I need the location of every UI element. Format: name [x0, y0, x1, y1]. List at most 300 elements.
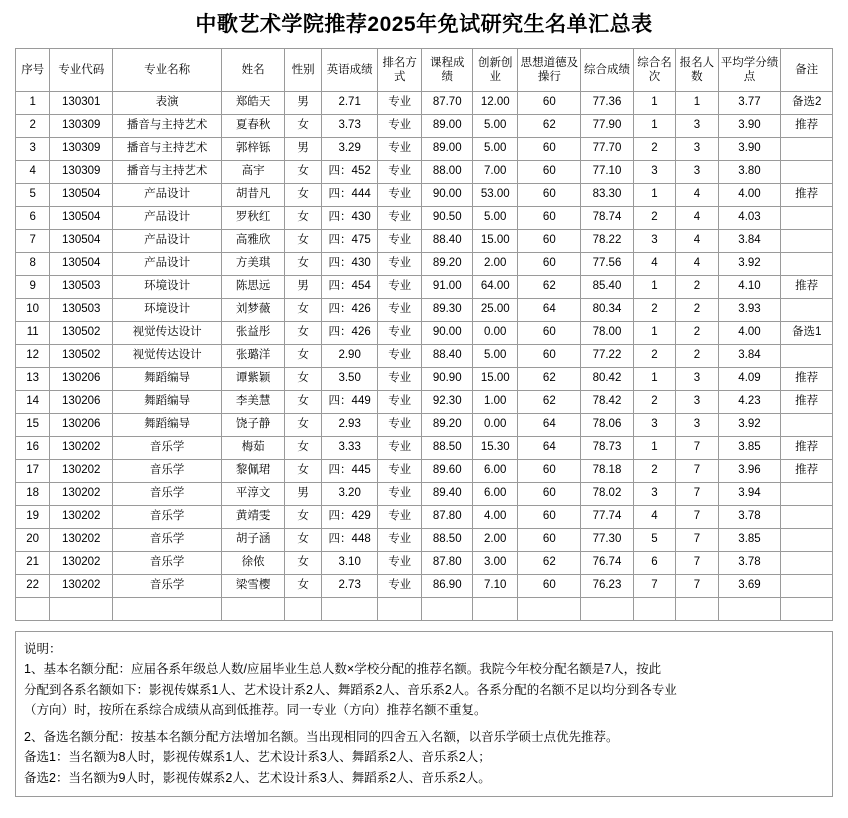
cell-empty	[718, 598, 781, 621]
cell-major-code: 130309	[50, 138, 113, 161]
cell-ranking-method: 专业	[377, 483, 421, 506]
cell-index: 17	[16, 460, 50, 483]
cell-remark	[781, 138, 833, 161]
cell-course-score: 87.80	[422, 552, 473, 575]
cell-english-score: 2.93	[322, 414, 378, 437]
cell-ranking-method: 专业	[377, 506, 421, 529]
cell-major-name: 表演	[113, 92, 222, 115]
cell-gpa: 3.96	[718, 460, 781, 483]
cell-moral-conduct: 64	[518, 414, 581, 437]
notes-gap	[24, 720, 824, 727]
cell-student-name: 饶子静	[222, 414, 285, 437]
cell-innovation: 5.00	[472, 207, 518, 230]
cell-applicants: 3	[676, 115, 718, 138]
cell-gpa: 4.00	[718, 184, 781, 207]
cell-ranking-method: 专业	[377, 391, 421, 414]
table-row	[16, 276, 833, 299]
column-header-major-code: 专业代码	[50, 49, 113, 92]
cell-total-score: 77.30	[581, 529, 634, 552]
cell-major-code: 130202	[50, 506, 113, 529]
cell-english-score: 四：454	[322, 276, 378, 299]
cell-remark: 备选2	[781, 92, 833, 115]
cell-index: 3	[16, 138, 50, 161]
cell-remark	[781, 253, 833, 276]
cell-gpa: 3.94	[718, 483, 781, 506]
cell-gpa: 3.85	[718, 437, 781, 460]
cell-innovation: 64.00	[472, 276, 518, 299]
cell-major-name: 音乐学	[113, 506, 222, 529]
cell-total-rank: 2	[633, 391, 675, 414]
cell-innovation: 6.00	[472, 460, 518, 483]
cell-total-score: 77.22	[581, 345, 634, 368]
table-row	[16, 230, 833, 253]
cell-total-rank: 3	[633, 161, 675, 184]
column-header-gender: 性别	[284, 49, 321, 92]
cell-total-rank: 2	[633, 138, 675, 161]
cell-gpa: 3.78	[718, 506, 781, 529]
cell-remark	[781, 575, 833, 598]
cell-course-score: 89.40	[422, 483, 473, 506]
cell-innovation: 15.00	[472, 368, 518, 391]
cell-course-score: 89.60	[422, 460, 473, 483]
cell-major-code: 130504	[50, 230, 113, 253]
cell-major-code: 130503	[50, 299, 113, 322]
cell-gpa: 3.84	[718, 345, 781, 368]
cell-innovation: 1.00	[472, 391, 518, 414]
table-header-row	[16, 49, 833, 92]
cell-remark	[781, 345, 833, 368]
cell-major-code: 130504	[50, 253, 113, 276]
cell-innovation: 12.00	[472, 92, 518, 115]
cell-major-name: 播音与主持艺术	[113, 115, 222, 138]
cell-applicants: 1	[676, 92, 718, 115]
cell-empty	[16, 598, 50, 621]
cell-remark	[781, 414, 833, 437]
cell-total-score: 77.70	[581, 138, 634, 161]
cell-moral-conduct: 62	[518, 552, 581, 575]
cell-gender: 女	[284, 161, 321, 184]
cell-applicants: 4	[676, 230, 718, 253]
cell-applicants: 2	[676, 345, 718, 368]
cell-innovation: 5.00	[472, 345, 518, 368]
cell-applicants: 7	[676, 552, 718, 575]
cell-remark	[781, 299, 833, 322]
cell-english-score: 四：475	[322, 230, 378, 253]
cell-total-rank: 3	[633, 230, 675, 253]
cell-total-score: 76.74	[581, 552, 634, 575]
cell-gender: 女	[284, 345, 321, 368]
cell-major-name: 音乐学	[113, 575, 222, 598]
cell-moral-conduct: 60	[518, 345, 581, 368]
notes-para1-line2: 分配到各系名额如下：影视传媒系1人、艺术设计系2人、舞蹈系2人、音乐系2人。各系分配的名额不足以均分到各专业	[24, 682, 677, 697]
cell-major-code: 130502	[50, 322, 113, 345]
cell-major-name: 视觉传达设计	[113, 322, 222, 345]
cell-course-score: 88.50	[422, 529, 473, 552]
cell-gender: 女	[284, 552, 321, 575]
cell-course-score: 92.30	[422, 391, 473, 414]
cell-student-name: 平淳文	[222, 483, 285, 506]
cell-gpa: 3.77	[718, 92, 781, 115]
cell-gpa: 4.09	[718, 368, 781, 391]
cell-student-name: 刘梦薇	[222, 299, 285, 322]
cell-major-code: 130309	[50, 161, 113, 184]
notes-heading: 说明：	[24, 642, 62, 656]
cell-total-rank: 1	[633, 276, 675, 299]
notes-para2-line1: 2、备选名额分配：按基本名额分配方法增加名额。当出现相同的四舍五入名额，以音乐学硕士点优先推荐。	[24, 730, 619, 744]
cell-student-name: 夏春秋	[222, 115, 285, 138]
cell-english-score: 3.29	[322, 138, 378, 161]
cell-total-rank: 4	[633, 253, 675, 276]
table-row	[16, 575, 833, 598]
cell-total-rank: 1	[633, 322, 675, 345]
cell-student-name: 胡昔凡	[222, 184, 285, 207]
cell-gpa: 3.93	[718, 299, 781, 322]
cell-course-score: 87.70	[422, 92, 473, 115]
cell-course-score: 89.00	[422, 115, 473, 138]
cell-ranking-method: 专业	[377, 299, 421, 322]
cell-student-name: 张璐洋	[222, 345, 285, 368]
notes-para1-line3: （方向）时，按所在系综合成绩从高到低推荐。同一专业（方向）推荐名额不重复。	[24, 702, 487, 717]
cell-course-score: 90.90	[422, 368, 473, 391]
cell-gpa: 3.90	[718, 115, 781, 138]
cell-total-score: 78.06	[581, 414, 634, 437]
cell-moral-conduct: 60	[518, 253, 581, 276]
cell-english-score: 3.10	[322, 552, 378, 575]
cell-total-score: 77.56	[581, 253, 634, 276]
cell-major-code: 130202	[50, 575, 113, 598]
cell-moral-conduct: 60	[518, 184, 581, 207]
column-header-total-rank: 综合名次	[633, 49, 675, 92]
cell-major-name: 音乐学	[113, 483, 222, 506]
column-header-course-score: 课程成绩	[422, 49, 473, 92]
cell-gpa: 4.23	[718, 391, 781, 414]
cell-moral-conduct: 60	[518, 207, 581, 230]
cell-total-score: 83.30	[581, 184, 634, 207]
cell-ranking-method: 专业	[377, 529, 421, 552]
cell-major-name: 音乐学	[113, 437, 222, 460]
cell-total-score: 78.00	[581, 322, 634, 345]
cell-student-name: 陈思远	[222, 276, 285, 299]
cell-gpa: 3.92	[718, 414, 781, 437]
cell-english-score: 2.71	[322, 92, 378, 115]
cell-total-score: 77.10	[581, 161, 634, 184]
cell-index: 10	[16, 299, 50, 322]
table-row	[16, 460, 833, 483]
cell-moral-conduct: 62	[518, 115, 581, 138]
cell-major-code: 130502	[50, 345, 113, 368]
cell-course-score: 87.80	[422, 506, 473, 529]
cell-english-score: 3.33	[322, 437, 378, 460]
cell-moral-conduct: 60	[518, 138, 581, 161]
cell-applicants: 7	[676, 483, 718, 506]
cell-gpa: 3.84	[718, 230, 781, 253]
cell-empty	[113, 598, 222, 621]
cell-student-name: 徐侬	[222, 552, 285, 575]
table-row	[16, 552, 833, 575]
column-header-applicants: 报名人数	[676, 49, 718, 92]
cell-remark	[781, 483, 833, 506]
cell-total-score: 77.36	[581, 92, 634, 115]
cell-gpa: 3.78	[718, 552, 781, 575]
cell-ranking-method: 专业	[377, 276, 421, 299]
cell-empty	[633, 598, 675, 621]
cell-empty	[377, 598, 421, 621]
column-header-remark: 备注	[781, 49, 833, 92]
table-row	[16, 161, 833, 184]
cell-total-score: 78.73	[581, 437, 634, 460]
cell-innovation: 6.00	[472, 483, 518, 506]
cell-applicants: 2	[676, 299, 718, 322]
cell-total-rank: 3	[633, 414, 675, 437]
cell-index: 2	[16, 115, 50, 138]
cell-index: 9	[16, 276, 50, 299]
cell-innovation: 5.00	[472, 138, 518, 161]
cell-major-name: 产品设计	[113, 207, 222, 230]
cell-remark	[781, 529, 833, 552]
cell-index: 11	[16, 322, 50, 345]
cell-gpa: 4.03	[718, 207, 781, 230]
cell-ranking-method: 专业	[377, 115, 421, 138]
table-row	[16, 368, 833, 391]
cell-applicants: 7	[676, 460, 718, 483]
cell-gender: 女	[284, 391, 321, 414]
cell-major-code: 130202	[50, 483, 113, 506]
cell-gender: 女	[284, 529, 321, 552]
cell-total-score: 85.40	[581, 276, 634, 299]
column-header-english-score: 英语成绩	[322, 49, 378, 92]
cell-innovation: 4.00	[472, 506, 518, 529]
cell-moral-conduct: 60	[518, 483, 581, 506]
column-header-moral-conduct: 思想道德及操行	[518, 49, 581, 92]
cell-course-score: 88.50	[422, 437, 473, 460]
cell-total-rank: 4	[633, 506, 675, 529]
cell-empty	[222, 598, 285, 621]
cell-total-rank: 2	[633, 345, 675, 368]
cell-empty	[472, 598, 518, 621]
table-row	[16, 299, 833, 322]
cell-moral-conduct: 60	[518, 92, 581, 115]
cell-ranking-method: 专业	[377, 92, 421, 115]
cell-innovation: 3.00	[472, 552, 518, 575]
cell-moral-conduct: 60	[518, 161, 581, 184]
cell-index: 20	[16, 529, 50, 552]
cell-remark	[781, 207, 833, 230]
notes-block	[15, 631, 833, 797]
cell-english-score: 四：426	[322, 322, 378, 345]
cell-english-score: 四：444	[322, 184, 378, 207]
cell-innovation: 2.00	[472, 529, 518, 552]
cell-total-rank: 1	[633, 92, 675, 115]
cell-major-name: 产品设计	[113, 230, 222, 253]
cell-major-name: 舞蹈编导	[113, 414, 222, 437]
cell-gender: 女	[284, 437, 321, 460]
cell-applicants: 3	[676, 161, 718, 184]
cell-gender: 女	[284, 368, 321, 391]
cell-major-name: 音乐学	[113, 460, 222, 483]
cell-moral-conduct: 60	[518, 460, 581, 483]
cell-moral-conduct: 60	[518, 529, 581, 552]
cell-applicants: 4	[676, 207, 718, 230]
cell-english-score: 3.20	[322, 483, 378, 506]
cell-index: 22	[16, 575, 50, 598]
cell-course-score: 89.20	[422, 253, 473, 276]
cell-gpa: 3.90	[718, 138, 781, 161]
recommendation-table	[15, 48, 833, 621]
cell-applicants: 3	[676, 391, 718, 414]
cell-empty	[581, 598, 634, 621]
table-row	[16, 184, 833, 207]
cell-remark	[781, 161, 833, 184]
cell-applicants: 3	[676, 414, 718, 437]
cell-innovation: 7.10	[472, 575, 518, 598]
cell-total-score: 78.74	[581, 207, 634, 230]
cell-remark: 推荐	[781, 460, 833, 483]
cell-innovation: 2.00	[472, 253, 518, 276]
cell-major-code: 130202	[50, 460, 113, 483]
cell-gender: 女	[284, 506, 321, 529]
table-row	[16, 506, 833, 529]
cell-total-score: 76.23	[581, 575, 634, 598]
cell-index: 4	[16, 161, 50, 184]
cell-gpa: 4.10	[718, 276, 781, 299]
cell-gpa: 4.00	[718, 322, 781, 345]
table-notes-spacer	[0, 621, 848, 631]
cell-student-name: 郑皓天	[222, 92, 285, 115]
cell-english-score: 2.73	[322, 575, 378, 598]
cell-course-score: 89.20	[422, 414, 473, 437]
table-row	[16, 115, 833, 138]
cell-moral-conduct: 60	[518, 506, 581, 529]
cell-course-score: 88.00	[422, 161, 473, 184]
cell-total-rank: 2	[633, 207, 675, 230]
cell-remark: 推荐	[781, 437, 833, 460]
cell-remark	[781, 230, 833, 253]
cell-applicants: 2	[676, 322, 718, 345]
cell-student-name: 李美慧	[222, 391, 285, 414]
cell-empty	[284, 598, 321, 621]
cell-student-name: 梁雪樱	[222, 575, 285, 598]
cell-gender: 女	[284, 460, 321, 483]
table-row	[16, 253, 833, 276]
cell-gender: 女	[284, 414, 321, 437]
cell-applicants: 3	[676, 138, 718, 161]
cell-gender: 男	[284, 92, 321, 115]
cell-english-score: 四：448	[322, 529, 378, 552]
cell-moral-conduct: 62	[518, 391, 581, 414]
cell-remark: 推荐	[781, 115, 833, 138]
cell-course-score: 89.30	[422, 299, 473, 322]
cell-moral-conduct: 64	[518, 437, 581, 460]
cell-remark	[781, 506, 833, 529]
notes-para2-line2: 备选1：当名额为8人时，影视传媒系1人、艺术设计系3人、舞蹈系2人、音乐系2人；	[24, 750, 491, 765]
cell-ranking-method: 专业	[377, 184, 421, 207]
cell-course-score: 88.40	[422, 230, 473, 253]
cell-major-code: 130206	[50, 368, 113, 391]
cell-gender: 女	[284, 575, 321, 598]
cell-major-name: 舞蹈编导	[113, 368, 222, 391]
cell-empty	[322, 598, 378, 621]
cell-innovation: 0.00	[472, 414, 518, 437]
cell-gpa: 3.69	[718, 575, 781, 598]
cell-innovation: 7.00	[472, 161, 518, 184]
cell-major-name: 播音与主持艺术	[113, 161, 222, 184]
cell-ranking-method: 专业	[377, 230, 421, 253]
cell-major-code: 130504	[50, 207, 113, 230]
cell-ranking-method: 专业	[377, 575, 421, 598]
cell-index: 13	[16, 368, 50, 391]
notes-para1-line1: 1、基本名额分配：应届各系年级总人数/应届毕业生总人数×学校分配的推荐名额。我院今年校分配名额是7人，按此	[24, 662, 662, 677]
cell-remark: 备选1	[781, 322, 833, 345]
cell-ranking-method: 专业	[377, 322, 421, 345]
cell-gender: 女	[284, 299, 321, 322]
cell-ranking-method: 专业	[377, 138, 421, 161]
cell-gender: 男	[284, 276, 321, 299]
cell-gender: 男	[284, 483, 321, 506]
cell-index: 19	[16, 506, 50, 529]
table-row	[16, 138, 833, 161]
cell-total-score: 77.90	[581, 115, 634, 138]
table-row	[16, 529, 833, 552]
cell-major-name: 视觉传达设计	[113, 345, 222, 368]
cell-innovation: 25.00	[472, 299, 518, 322]
cell-total-score: 80.42	[581, 368, 634, 391]
cell-course-score: 90.00	[422, 322, 473, 345]
cell-gender: 女	[284, 253, 321, 276]
cell-major-name: 舞蹈编导	[113, 391, 222, 414]
cell-student-name: 高雅欣	[222, 230, 285, 253]
cell-ranking-method: 专业	[377, 345, 421, 368]
cell-student-name: 高宇	[222, 161, 285, 184]
cell-gender: 男	[284, 138, 321, 161]
cell-index: 15	[16, 414, 50, 437]
cell-gpa: 3.85	[718, 529, 781, 552]
cell-total-rank: 7	[633, 575, 675, 598]
cell-student-name: 谭紫颖	[222, 368, 285, 391]
cell-ranking-method: 专业	[377, 414, 421, 437]
cell-moral-conduct: 60	[518, 575, 581, 598]
cell-major-code: 130202	[50, 437, 113, 460]
cell-remark: 推荐	[781, 184, 833, 207]
table-body	[16, 92, 833, 621]
table-row	[16, 322, 833, 345]
cell-innovation: 15.00	[472, 230, 518, 253]
cell-student-name: 罗秋红	[222, 207, 285, 230]
cell-remark: 推荐	[781, 276, 833, 299]
cell-applicants: 7	[676, 529, 718, 552]
cell-remark: 推荐	[781, 391, 833, 414]
cell-course-score: 86.90	[422, 575, 473, 598]
cell-major-name: 产品设计	[113, 184, 222, 207]
cell-total-score: 78.22	[581, 230, 634, 253]
cell-major-name: 播音与主持艺术	[113, 138, 222, 161]
column-header-index: 序号	[16, 49, 50, 92]
cell-course-score: 89.00	[422, 138, 473, 161]
cell-total-score: 77.74	[581, 506, 634, 529]
cell-total-rank: 3	[633, 483, 675, 506]
cell-moral-conduct: 62	[518, 276, 581, 299]
cell-student-name: 方美琪	[222, 253, 285, 276]
table-row	[16, 92, 833, 115]
cell-moral-conduct: 64	[518, 299, 581, 322]
cell-english-score: 2.90	[322, 345, 378, 368]
cell-empty	[518, 598, 581, 621]
cell-gender: 女	[284, 115, 321, 138]
cell-major-name: 音乐学	[113, 552, 222, 575]
cell-index: 14	[16, 391, 50, 414]
cell-total-rank: 1	[633, 184, 675, 207]
cell-ranking-method: 专业	[377, 437, 421, 460]
cell-english-score: 3.73	[322, 115, 378, 138]
